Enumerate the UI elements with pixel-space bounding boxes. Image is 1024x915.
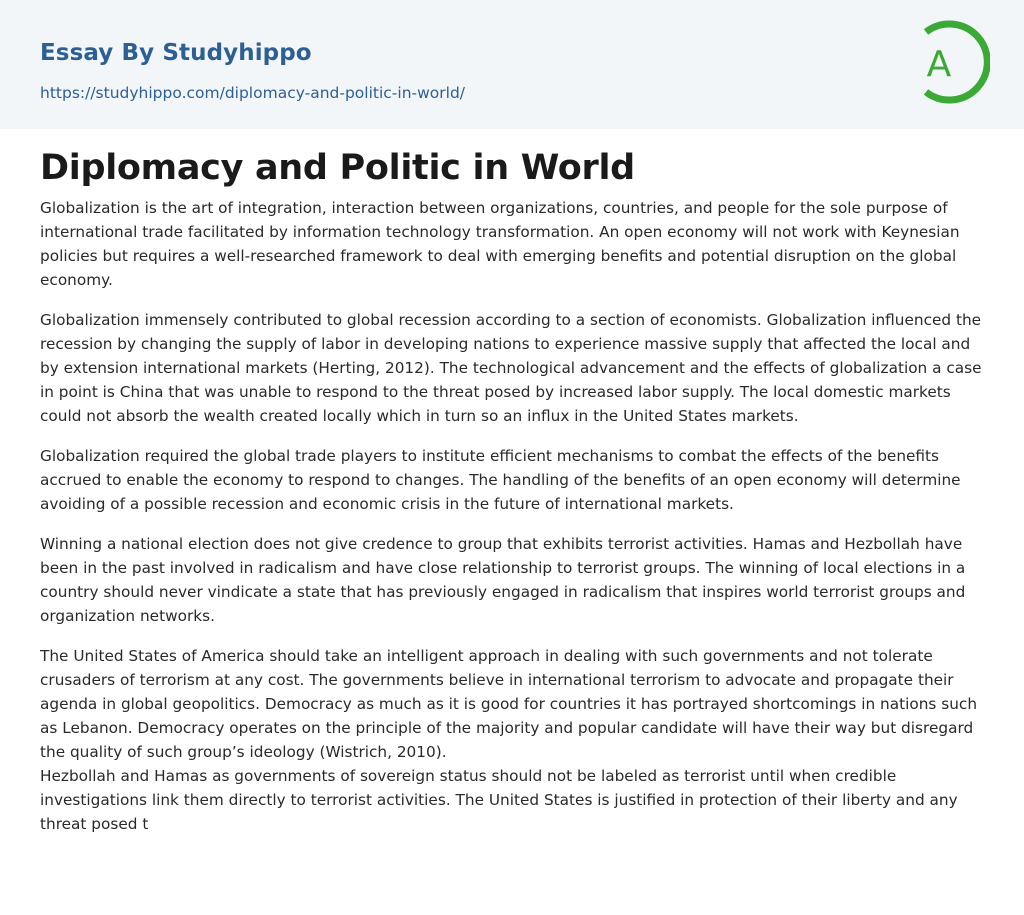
article-paragraph: Hezbollah and Hamas as governments of sovereign status should not be labeled as terrorist until when credible investigations link them directly to terrorist activities. The United States is justified in protection of their liberty and any threat posed t (40, 767, 958, 833)
article-paragraph: Globalization is the art of integration, interaction between organizations, countries, and people for the sole purpose of international trade facilitated by information technology transformation. An open economy will not work with Keynesian policies but requires a well-researched framework to deal with emerging benefits and potential disruption on the global economy. (40, 199, 960, 289)
article-paragraph: Globalization required the global trade players to institute efficient mechanisms to combat the effects of the benefits accrued to enable the economy to respond to changes. The handling of the benefits of an open economy will determine avoiding of a possible recession and economic crisis in the future of international markets. (40, 447, 961, 513)
article-paragraph: The United States of America should take an intelligent approach in dealing with such governments and not tolerate crusaders of terrorism at any cost. The governments believe in international terrorism to advocate and propagate their agenda in global geopolitics. Democracy as much as it is good for countries it has portrayed shortcomings in nations such as Lebanon. Democracy operates on the principle of the majority and popular candidate will have their way but disregard the quality of such group’s ideology (Wistrich, 2010). (40, 647, 978, 761)
article-paragraph: Winning a national election does not give credence to group that exhibits terrorist activities. Hamas and Hezbollah have been in the past involved in radicalism and have close relationship to terrorist groups. The winning of local elections in a country should never vindicate a state that has previously engaged in radicalism that inspires world terrorist groups and organization networks. (40, 535, 966, 625)
site-brand[interactable]: Essay By Studyhippo (40, 40, 312, 66)
studyhippo-logo-icon[interactable] (906, 18, 990, 106)
article-title: Diplomacy and Politic in World (40, 148, 635, 188)
essay-url-link[interactable]: https://studyhippo.com/diplomacy-and-politic-in-world/ (40, 84, 466, 102)
logo-letter: A (926, 44, 952, 85)
article (40, 144, 984, 852)
page-header (0, 0, 1024, 129)
article-paragraph: Globalization immensely contributed to global recession according to a section of economists. Globalization influenced the recession by changing the supply of labor in developing nations to experience massive supply that affected the local and by extension international markets (Herting, 2012). The technological advancement and the effects of globalization a case in point is China that was unable to respond to the threat posed by increased labor supply. The local domestic markets could not absorb the wealth created locally which in turn so an influx in the United States markets. (40, 311, 982, 425)
